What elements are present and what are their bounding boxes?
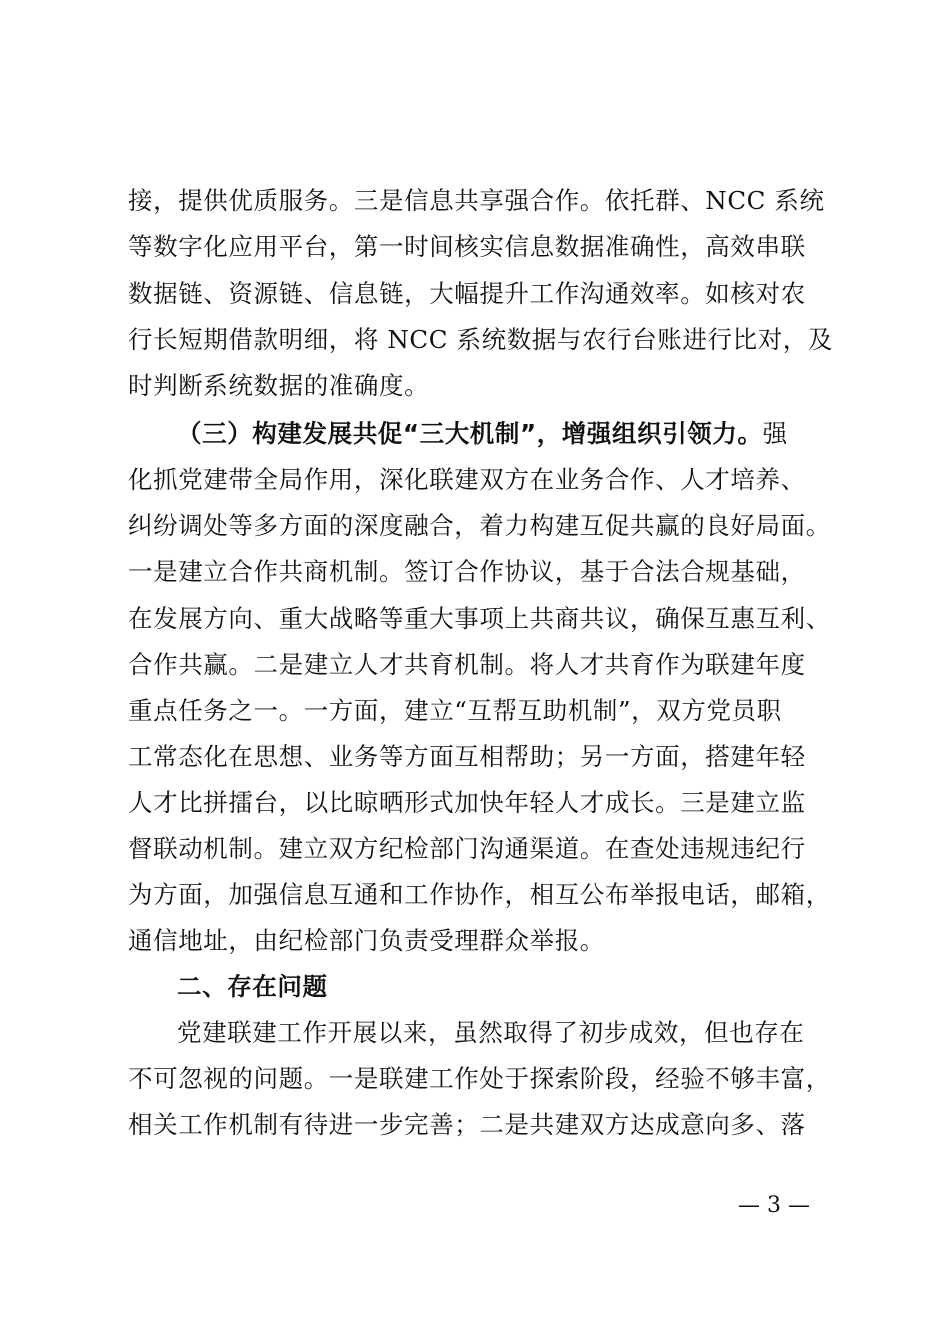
paragraph-1-line-3: 数据链、资源链、信息链，大幅提升工作沟通效率。如核对农 [128,279,806,308]
paragraph-2-line-12: 通信地址，由纪检部门负责受理群众举报。 [128,926,605,955]
paragraph-1-line-2: 等数字化应用平台，第一时间核实信息数据准确性，高效串联 [128,232,806,261]
paragraph-2-line-4: 一是建立合作共商机制。签订合作协议，基于合法合规基础， [128,557,806,586]
paragraph-3-line-2: 不可忽视的问题。一是联建工作处于探索阶段，经验不够丰富， [128,1064,831,1093]
paragraph-2-line-2: 化抓党建带全局作用，深化联建双方在业务合作、人才培养、 [128,465,806,494]
paragraph-3-line-3: 相关工作机制有待进一步完善；二是共建双方达成意向多、落 [128,1110,806,1139]
page-number: — 3 — [738,1193,810,1218]
paragraph-2-line-6: 合作共赢。二是建立人才共育机制。将人才共育作为联建年度 [128,650,806,679]
paragraph-2-line-5: 在发展方向、重大战略等重大事项上共商共议，确保互惠互利、 [128,604,831,633]
subsection-heading: （三）构建发展共促“三大机制”，增强组织引领力。 [177,419,763,448]
paragraph-2-line-8: 工常态化在思想、业务等方面互相帮助；另一方面，搭建年轻 [128,742,806,771]
paragraph-2-line-9: 人才比拼擂台，以比晾晒形式加快年轻人才成长。三是建立监 [128,788,806,817]
paragraph-3-line-1: 党建联建工作开展以来，虽然取得了初步成效，但也存在 [177,1018,805,1047]
paragraph-2-line-7: 重点任务之一。一方面，建立“互帮互助机制”，双方党员职 [128,696,782,725]
paragraph-1-line-4: 行长短期借款明细，将 NCC 系统数据与农行台账进行比对，及 [128,325,834,354]
paragraph-1-line-1: 接，提供优质服务。三是信息共享强合作。依托群、NCC 系统 [128,186,825,215]
paragraph-2-line-10: 督联动机制。建立双方纪检部门沟通渠道。在查处违规违纪行 [128,834,806,863]
paragraph-1-line-5: 时判断系统数据的准确度。 [128,371,430,400]
paragraph-2-line-3: 纠纷调处等多方面的深度融合，着力构建互促共赢的良好局面。 [128,511,831,540]
paragraph-2-first-line [177,419,828,449]
section-heading: 二、存在问题 [177,972,328,1001]
paragraph-2-lead-rest: 强 [762,419,788,448]
paragraph-2-line-11: 为方面，加强信息互通和工作协作，相互公布举报电话，邮箱， [128,880,831,909]
